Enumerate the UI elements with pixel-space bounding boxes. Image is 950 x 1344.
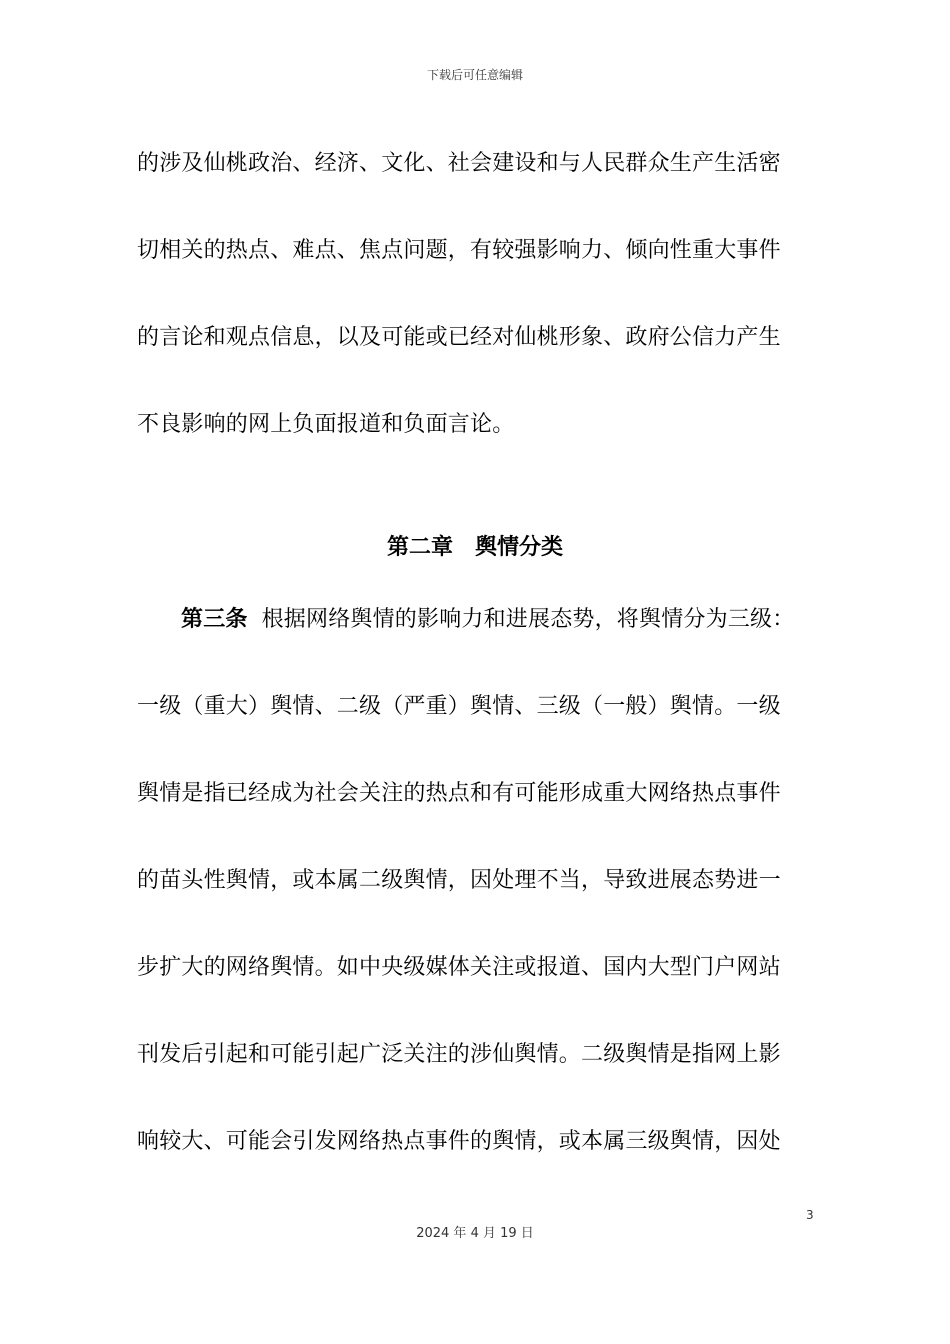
article-line: 刊发后引起和可能引起广泛关注的涉仙舆情。二级舆情是指网上影 xyxy=(137,1042,781,1067)
footer-date: 2024 年 4 月 19 日 xyxy=(416,1226,534,1241)
paragraph-line: 不良影响的网上负面报道和负面言论。 xyxy=(137,412,515,437)
article-line: 舆情是指已经成为社会关注的热点和有可能形成重大网络热点事件 xyxy=(137,781,781,806)
chapter-heading: 第二章 舆情分类 xyxy=(386,535,563,560)
article-line: 的苗头性舆情，或本属二级舆情，因处理不当，导致进展态势进一 xyxy=(137,868,781,893)
article-line: 步扩大的网络舆情。如中央级媒体关注或报道、国内大型门户网站 xyxy=(137,955,781,980)
paragraph-line: 的言论和观点信息，以及可能或已经对仙桃形象、政府公信力产生 xyxy=(137,325,781,350)
header-note: 下载后可任意编辑 xyxy=(426,68,523,82)
paragraph-line: 切相关的热点、难点、焦点问题，有较强影响力、倾向性重大事件 xyxy=(137,238,781,263)
paragraph-line: 的涉及仙桃政治、经济、文化、社会建设和与人民群众生产生活密 xyxy=(137,151,781,176)
page-number: 3 xyxy=(806,1208,814,1222)
article-label: 第三条 xyxy=(181,607,248,632)
article-line: 一级（重大）舆情、二级（严重）舆情、三级（一般）舆情。一级 xyxy=(137,694,781,719)
article-line: 响较大、可能会引发网络热点事件的舆情，或本属三级舆情，因处 xyxy=(137,1129,781,1154)
article-first-line xyxy=(181,605,831,635)
article-text: 根据网络舆情的影响力和进展态势，将舆情分为三级： xyxy=(261,607,795,632)
